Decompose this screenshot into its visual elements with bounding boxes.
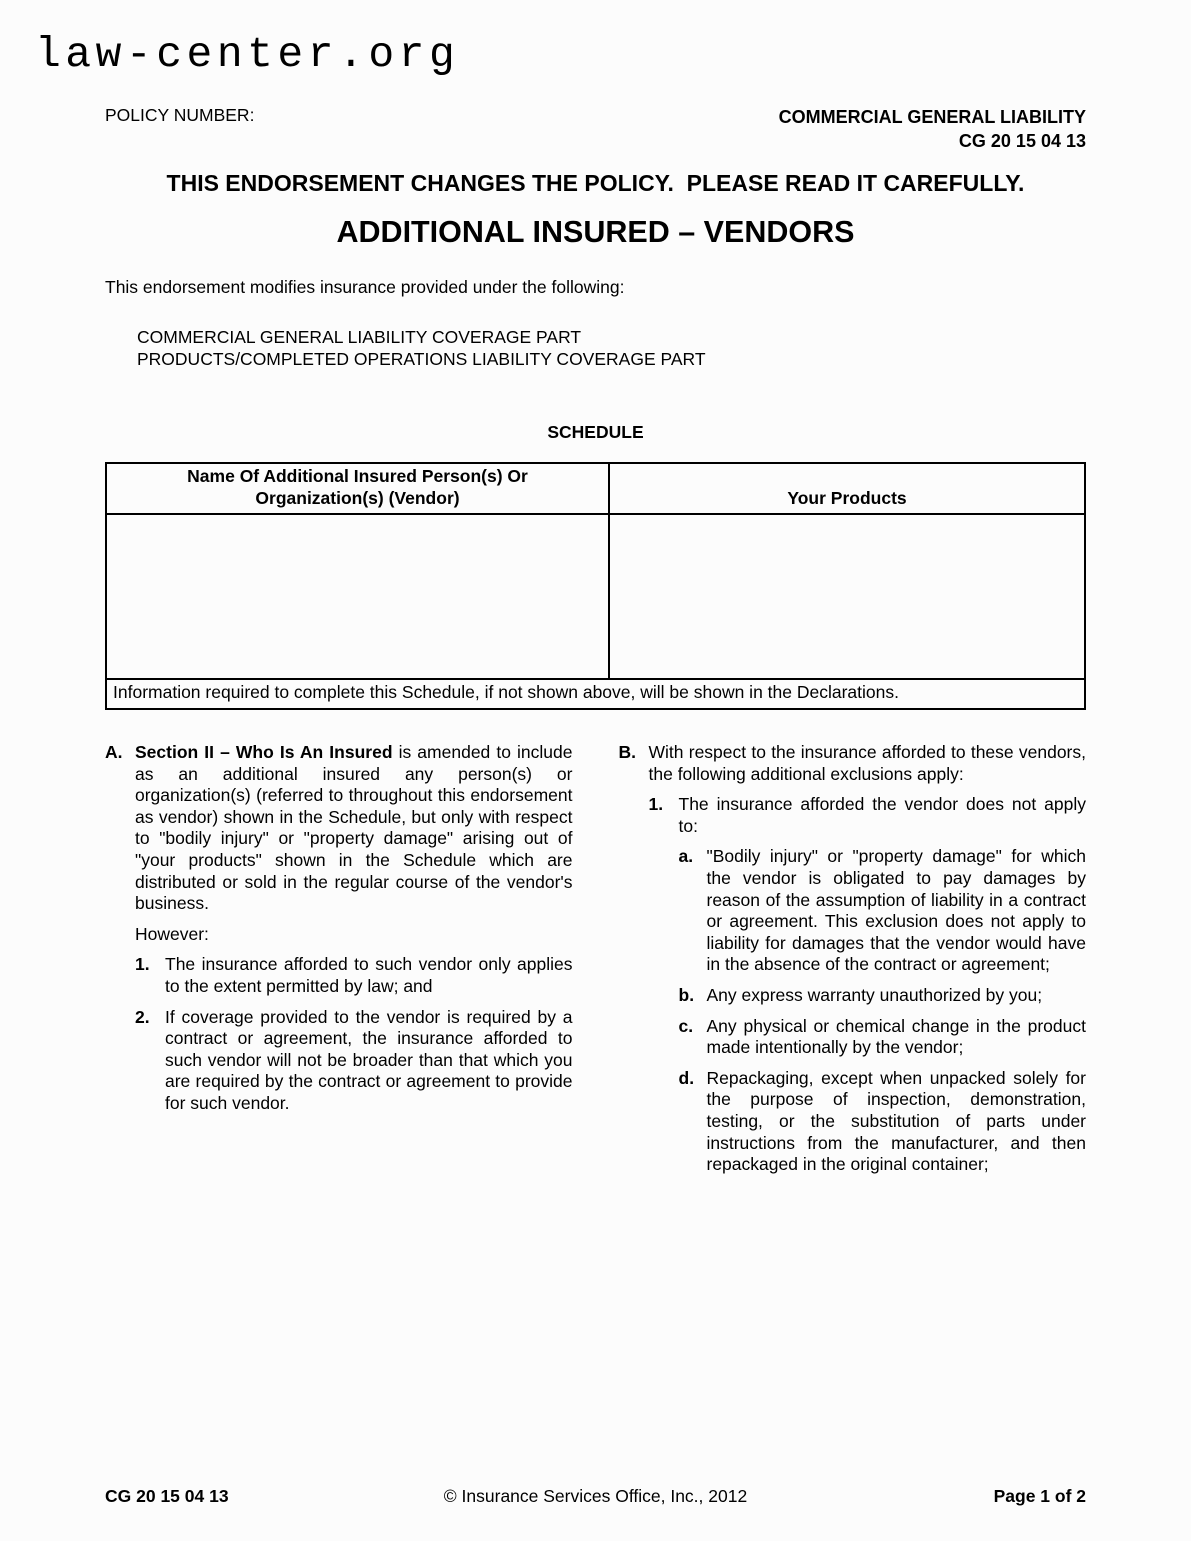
item-marker: 1. xyxy=(648,794,664,815)
schedule-table xyxy=(105,462,1086,710)
item-text: The insurance afforded the vendor does not apply to: xyxy=(678,794,1086,836)
item-text: Any express warranty unauthorized by you; xyxy=(706,984,1043,1005)
form-type: COMMERCIAL GENERAL LIABILITY xyxy=(778,107,1086,127)
schedule-your-products-cell[interactable] xyxy=(609,514,1085,679)
form-number: CG 20 15 04 13 xyxy=(958,131,1086,151)
section-b-marker: B. xyxy=(618,742,636,762)
section-a-intro xyxy=(135,742,573,913)
schedule-col1-header xyxy=(106,463,609,514)
footer-form-number: CG 20 15 04 13 xyxy=(105,1486,229,1506)
schedule-col1-header-line2: Organization(s) (Vendor) xyxy=(255,487,460,508)
item-body xyxy=(679,794,1087,1176)
schedule-heading: SCHEDULE xyxy=(547,422,644,442)
item-text: Any physical or chemical change in the product made intentionally by the vendor; xyxy=(706,1015,1086,1058)
section-a xyxy=(105,742,573,1176)
list-item xyxy=(679,1016,1087,1059)
section-a-body xyxy=(135,742,573,1115)
schedule-col1-header-line1: Name Of Additional Insured Person(s) Or xyxy=(187,466,528,486)
item-marker: a. xyxy=(678,846,694,867)
policy-header-row xyxy=(105,105,1086,153)
section-b xyxy=(619,742,1087,1176)
schedule-header-row xyxy=(106,463,1085,514)
list-item xyxy=(679,985,1087,1007)
list-item xyxy=(679,1068,1087,1176)
form-identification xyxy=(779,105,1086,153)
schedule-fill-row xyxy=(106,514,1085,679)
body-columns xyxy=(105,742,1086,1176)
item-marker: d. xyxy=(678,1067,695,1088)
modifies-line: This endorsement modifies insurance provided under the following: xyxy=(105,277,625,297)
however-line: However: xyxy=(135,923,209,944)
item-text: The insurance afforded to such vendor only applies to the extent permitted by law; and xyxy=(165,954,573,996)
page-footer xyxy=(105,1486,1086,1507)
section-b-paragraph xyxy=(619,742,1087,1176)
footer-page-number: Page 1 of 2 xyxy=(993,1486,1086,1506)
coverage-part-item: COMMERCIAL GENERAL LIABILITY COVERAGE PART xyxy=(137,327,582,347)
list-item xyxy=(135,954,573,997)
item-text: "Bodily injury" or "property damage" for which the vendor is obligated to pay damages by reason of the assumption of liability in a contract or agreement. This exclusion does not apply to liability for damages that the vendor would have in the absence of the contract or agreement; xyxy=(706,846,1086,975)
schedule-vendor-name-cell[interactable] xyxy=(106,514,609,679)
schedule-col2-header: Your Products xyxy=(609,463,1085,514)
schedule-note: Information required to complete this Schedule, if not shown above, will be shown in the Declarations. xyxy=(106,679,1085,709)
section-a-intro-bold: Section II – Who Is An Insured xyxy=(135,742,393,762)
section-a-marker: A. xyxy=(105,742,123,762)
item-marker: b. xyxy=(678,984,695,1005)
coverage-parts-list xyxy=(137,327,706,370)
list-item xyxy=(649,794,1087,1176)
list-item xyxy=(135,1007,573,1115)
schedule-note-row xyxy=(106,679,1085,709)
coverage-part-item: PRODUCTS/COMPLETED OPERATIONS LIABILITY COVERAGE PART xyxy=(137,348,706,369)
document-title: ADDITIONAL INSURED – VENDORS xyxy=(336,215,855,249)
item-text: If coverage provided to the vendor is required by a contract or agreement, the insurance afforded to such vendor will not be broader than that which you are required by the contract or agreement to provide for such vendor. xyxy=(165,1006,573,1113)
endorsement-notice: THIS ENDORSEMENT CHANGES THE POLICY. PLEASE READ IT CAREFULLY. xyxy=(166,170,1025,196)
item-text: Repackaging, except when unpacked solely for the purpose of inspection, demonstration, testing, or the substitution of parts under instructions from the manufacturer, and then repackaged in the original container; xyxy=(706,1067,1086,1175)
policy-number-label: POLICY NUMBER: xyxy=(105,105,255,125)
site-logo: law-center.org xyxy=(35,30,460,79)
item-marker: 2. xyxy=(135,1006,150,1027)
section-b-intro: With respect to the insurance afforded to these vendors, the following additional exclusions apply: xyxy=(648,742,1086,784)
item-marker: c. xyxy=(678,1015,694,1036)
list-item xyxy=(679,846,1087,976)
section-a-paragraph xyxy=(105,742,573,1115)
section-a-intro-rest: is amended to include as an additional insured any person(s) or organization(s) (referred to throughout this endorsement as vendor) shown in the Schedule, but only with respect to "bodily injury" or "property damage" arising out of "your products" shown in the Schedule which are distributed or sold in the regular course of the vendor's business. xyxy=(135,742,573,914)
footer-copyright: © Insurance Services Office, Inc., 2012 xyxy=(443,1486,748,1506)
section-b-body xyxy=(649,742,1087,1176)
item-marker: 1. xyxy=(135,954,150,975)
